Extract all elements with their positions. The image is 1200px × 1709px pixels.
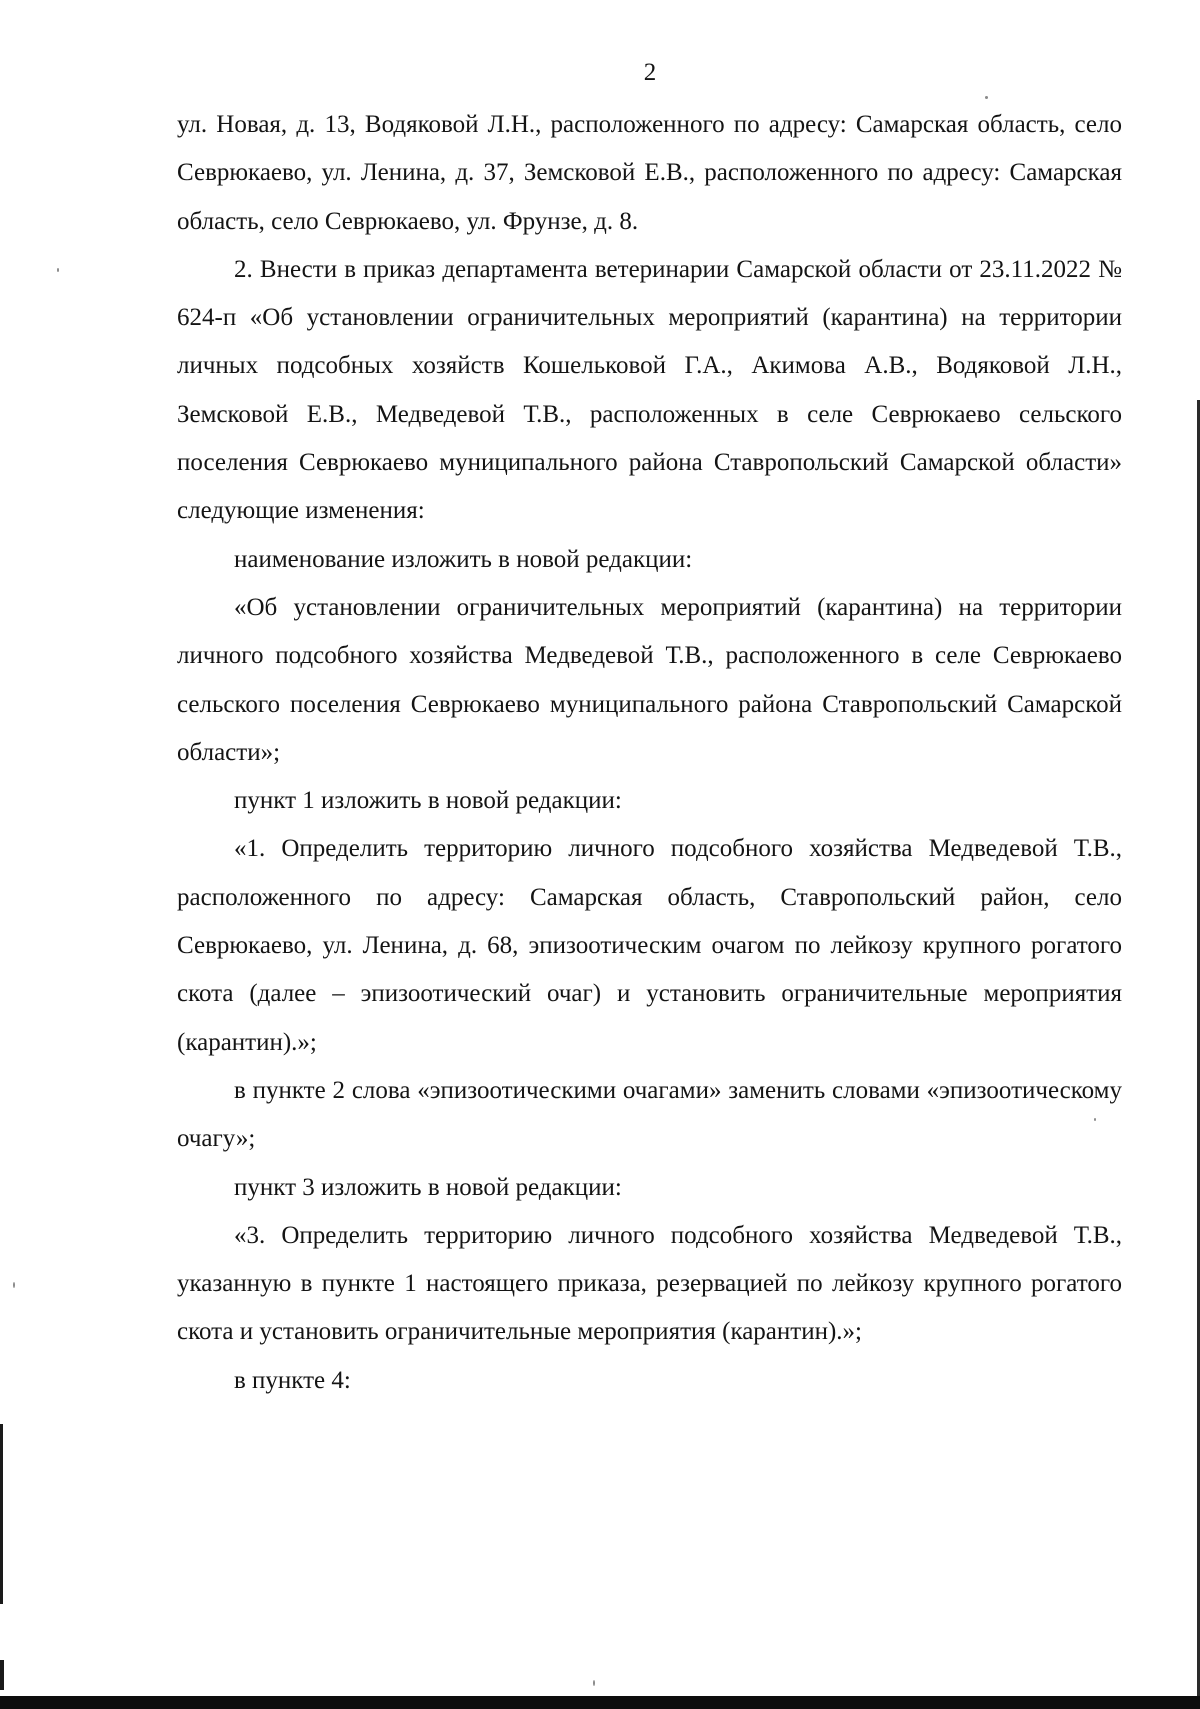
scan-speck bbox=[985, 96, 988, 99]
paragraph-item-4-intro: в пункте 4: bbox=[234, 1366, 351, 1394]
paragraph-item-3-new-wording: пункт 3 изложить в новой редакции: bbox=[234, 1173, 622, 1201]
scan-edge-mark-left-bottom bbox=[0, 1660, 4, 1690]
scan-speck bbox=[13, 1282, 15, 1288]
paragraph-address-continuation: ул. Новая, д. 13, Водяковой Л.Н., расположенного по адресу: Самарская область, село Севрюкаево, ул. Ленина, д. 37, Земсковой Е.В., расположенного по адресу: Самарская область, село Севрюкаево, ул. Фрунзе, д. 8. bbox=[177, 111, 1122, 235]
paragraph-title-new-wording: наименование изложить в новой редакции: bbox=[234, 545, 693, 573]
paragraph-item-2-replace: в пункте 2 слова «эпизоотическими очагами» заменить словами «эпизоотическому очагу»; bbox=[177, 1076, 1122, 1153]
paragraph-new-title-quote: «Об установлении ограничительных мероприятий (карантина) на территории личного подсобного хозяйства Медведевой Т.В., расположенного в селе Севрюкаево сельского поселения Севрюкаево муниципального района Ставропольский Самарской области»; bbox=[177, 593, 1122, 766]
paragraph-item-1-quote: «1. Определить территорию личного подсобного хозяйства Медведевой Т.В., расположенного по адресу: Самарская область, Ставропольский район, село Севрюкаево, ул. Ленина, д. 68, эпизоотическим очагом по лейкозу крупного рогатого скота (далее – эпизоотический очаг) и установить ограничительные мероприятия (карантин).»; bbox=[177, 835, 1122, 1056]
scan-speck bbox=[1094, 1118, 1096, 1121]
scan-edge-bar-bottom bbox=[0, 1696, 1200, 1709]
scan-edge-mark-left bbox=[0, 1424, 3, 1604]
paragraph-item-1-new-wording: пункт 1 изложить в новой редакции: bbox=[234, 787, 622, 815]
paragraph-item-3-quote: «3. Определить территорию личного подсобного хозяйства Медведевой Т.В., указанную в пункте 1 настоящего приказа, резервацией по лейкозу крупного рогатого скота и установить ограничительные мероприятия (карантин).»; bbox=[177, 1221, 1122, 1346]
document-body bbox=[177, 101, 1122, 1405]
page-number: 2 bbox=[643, 59, 657, 86]
scan-speck bbox=[593, 1680, 595, 1686]
paragraph-item-2-amendment: 2. Внести в приказ департамента ветеринарии Самарской области от 23.11.2022 № 624-п «Об установлении ограничительных мероприятий (карантина) на территории личных подсобных хозяйств Кошельковой Г.А., Акимова А.В., Водяковой Л.Н., Земсковой Е.В., Медведевой Т.В., расположенных в селе Севрюкаево сельского поселения Севрюкаево муниципального района Ставропольский Самарской области» следующие изменения: bbox=[177, 255, 1122, 525]
scan-speck bbox=[57, 268, 59, 272]
